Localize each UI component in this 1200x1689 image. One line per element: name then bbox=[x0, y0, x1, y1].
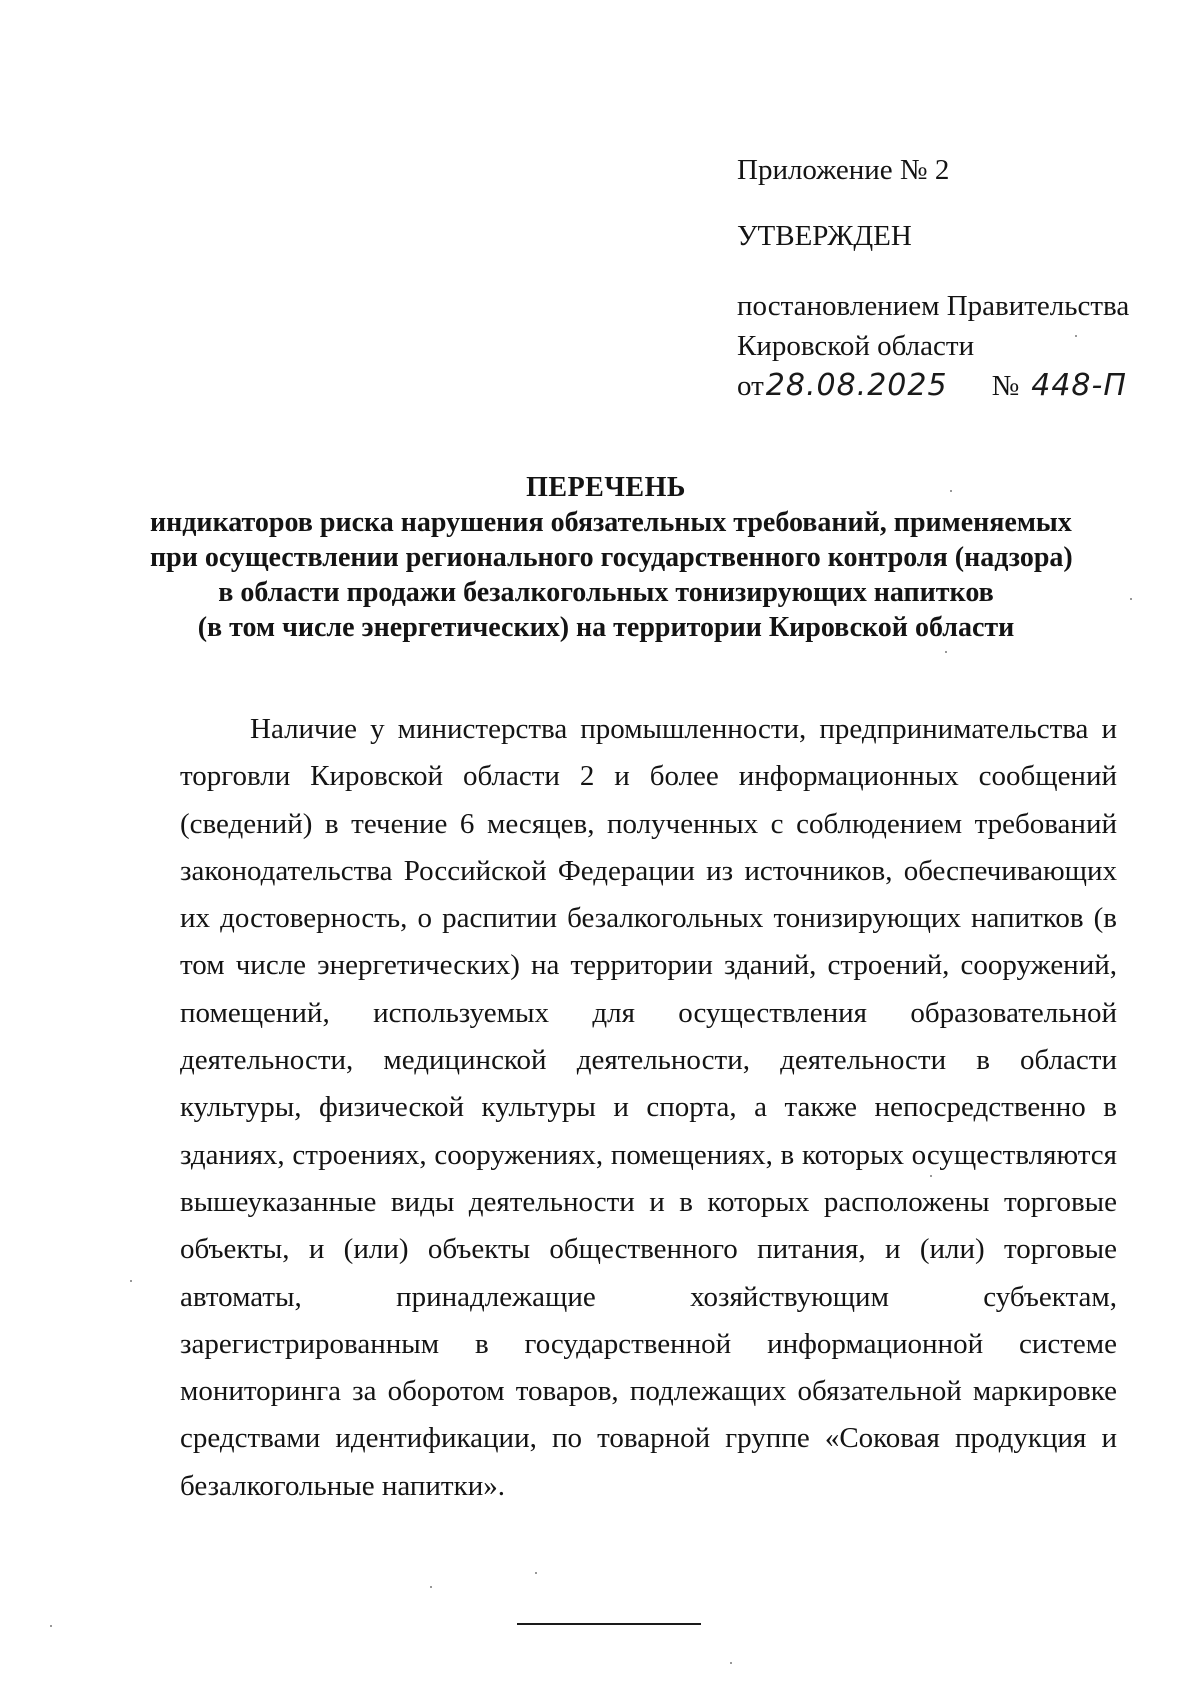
scan-speck bbox=[1075, 335, 1077, 337]
scan-speck bbox=[930, 1175, 932, 1177]
number-prefix: № bbox=[991, 370, 1020, 402]
title-line-2: при осуществлении регионального государственного контроля (надзора) bbox=[150, 542, 1073, 573]
handwritten-number: 448-П bbox=[1031, 368, 1127, 403]
scan-speck bbox=[1130, 598, 1132, 600]
appendix-block bbox=[737, 150, 1157, 406]
scan-speck bbox=[50, 1625, 52, 1627]
decree-date-number-line bbox=[737, 366, 1157, 406]
title-line-4: (в том числе энергетических) на территории Кировской области bbox=[197, 612, 1015, 643]
scan-speck bbox=[950, 490, 952, 492]
date-prefix: от bbox=[737, 370, 764, 402]
closing-divider bbox=[517, 1623, 701, 1625]
document-title bbox=[150, 470, 1073, 645]
scan-speck bbox=[945, 651, 947, 653]
scan-speck bbox=[130, 1280, 132, 1282]
decree-line-2: Кировской области bbox=[737, 330, 975, 362]
decree-line-1: постановлением Правительства bbox=[737, 290, 1130, 322]
scan-speck bbox=[730, 1662, 732, 1664]
handwritten-date: 28.08.2025 bbox=[765, 368, 948, 403]
scan-speck bbox=[430, 1586, 432, 1588]
appendix-number: Приложение № 2 bbox=[737, 154, 950, 186]
approved-label: УТВЕРЖДЕН bbox=[737, 220, 912, 252]
scan-speck bbox=[535, 1572, 537, 1574]
title-line-3: в области продажи безалкогольных тонизирующих напитков bbox=[218, 577, 994, 608]
title-main: ПЕРЕЧЕНЬ bbox=[526, 472, 686, 503]
body-paragraph: Наличие у министерства промышленности, предпринимательства и торговли Кировской области 2 и более информационных сообщений (сведений) в течение 6 месяцев, полученных с соблюдением требований законодательства Российской Федерации из источников, обеспечивающих их достоверность, о распитии безалкогольных тонизирующих напитков (в том числе энергетических) на территории зданий, строений, сооружений, помещений, используемых для осуществления образовательной деятельности, медицинской деятельности, деятельности в области культуры, физической культуры и спорта, а также непосредственно в зданиях, строениях, сооружениях, помещениях, в которых осуществляются вышеуказанные виды деятельности и в которых расположены торговые объекты, и (или) объекты общественного питания, и (или) торговые автоматы, принадлежащие хозяйствующим субъектам, зарегистрированным в государственной информационной системе мониторинга за оборотом товаров, подлежащих обязательной маркировке средствами идентификации, по товарной группе «Соковая продукция и безалкогольные напитки». bbox=[180, 713, 1117, 1502]
title-line-1: индикаторов риска нарушения обязательных требований, применяемых bbox=[150, 507, 1072, 538]
